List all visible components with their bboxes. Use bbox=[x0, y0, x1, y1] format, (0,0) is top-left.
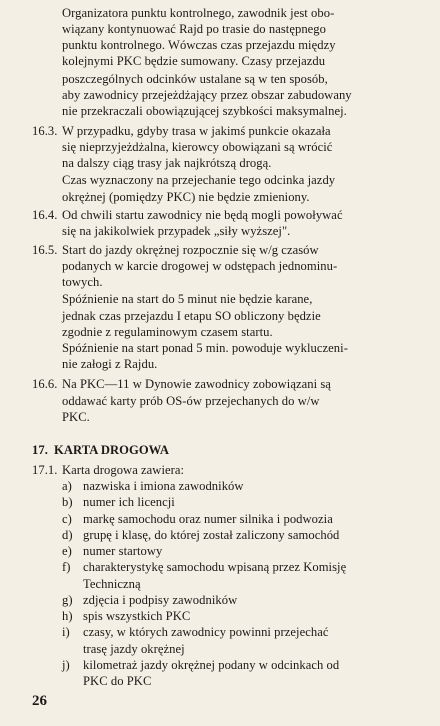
list-item: PKC do PKC bbox=[83, 674, 152, 688]
text-line: PKC. bbox=[62, 409, 90, 424]
text-line: się na jakikolwiek przypadek „siły wyższej". bbox=[62, 223, 291, 238]
list-item: spis wszystkich PKC bbox=[83, 609, 191, 624]
list-item: kilometraż jazdy okrężnej podany w odcinkach od bbox=[83, 657, 340, 672]
text-line: na dalszy ciąg trasy jak najkrótszą drogą. bbox=[62, 156, 272, 171]
text-line: Spóźnienie na start ponad 5 min. powoduje wykluczeni- bbox=[62, 341, 348, 356]
list-item-key: a) bbox=[62, 479, 72, 494]
list-item-key: b) bbox=[62, 495, 73, 510]
text-line: Czas wyznaczony na przejechanie tego odcinka jazdy bbox=[62, 173, 336, 188]
page-number: 26 bbox=[32, 693, 47, 709]
list-item-key: c) bbox=[62, 511, 72, 526]
list-item: markę samochodu oraz numer silnika i podwozia bbox=[83, 511, 333, 526]
list-item-key: i) bbox=[62, 625, 70, 640]
chapter-title: KARTA DROGOWA bbox=[54, 443, 170, 458]
list-item-key: j) bbox=[62, 657, 70, 672]
list-item-key: g) bbox=[62, 592, 73, 607]
text-line: kolejnymi PKC będzie sumowany. Czasy przejazdu bbox=[62, 54, 326, 69]
list-item-key: d) bbox=[62, 527, 73, 542]
text-line: okrężnej (pomiędzy PKC) nie będzie zmieniony. bbox=[62, 189, 310, 204]
section-number: 17.1. bbox=[32, 462, 58, 477]
list-item: zdjęcia i podpisy zawodników bbox=[83, 592, 238, 607]
text-line: Na PKC—11 w Dynowie zawodnicy zobowiązani są bbox=[62, 377, 331, 392]
section-number: 16.6. bbox=[32, 377, 58, 392]
text-line: Karta drogowa zawiera: bbox=[62, 462, 185, 477]
list-item: numer ich licencji bbox=[83, 495, 175, 510]
text-line: wiązany kontynuować Rajd po trasie do następnego bbox=[62, 21, 326, 36]
section-number: 16.5. bbox=[32, 242, 58, 257]
text-line: punktu kontrolnego. Wówczas czas przejazdu między bbox=[62, 38, 336, 53]
text-line: Organizatora punktu kontrolnego, zawodnik jest obo- bbox=[62, 5, 335, 20]
chapter-number: 17. bbox=[32, 443, 48, 458]
list-item: grupę i klasę, do której został zaliczony samochód bbox=[83, 527, 340, 542]
list-item-key: f) bbox=[62, 560, 71, 575]
text-line: nie załogi z Rajdu. bbox=[62, 357, 158, 372]
text-line: nie przekraczali obowiązującej szybkości maksymalnej. bbox=[62, 103, 347, 118]
list-item: charakterystykę samochodu wpisaną przez Komisję bbox=[83, 560, 347, 575]
section-number: 16.4. bbox=[32, 207, 58, 222]
list-item: Techniczną bbox=[83, 576, 141, 591]
text-line: W przypadku, gdyby trasa w jakimś punkcie okazała bbox=[62, 123, 331, 138]
text-line: Spóźnienie na start do 5 minut nie będzie karane, bbox=[62, 292, 313, 307]
list-item: trasę jazdy okrężnej bbox=[83, 641, 185, 656]
text-line: Od chwili startu zawodnicy nie będą mogli powoływać bbox=[62, 207, 343, 222]
text-line: jednak czas przejazdu I etapu SO obliczony będzie bbox=[62, 308, 321, 323]
text-line: oddawać karty prób OS-ów przejechanych do w/w bbox=[62, 393, 320, 408]
list-item: czasy, w których zawodnicy powinni przejechać bbox=[83, 625, 329, 640]
text-line: towych. bbox=[62, 275, 103, 290]
text-line: aby zawodnicy przejeżdżający przez obszar zabudowany bbox=[62, 87, 352, 102]
text-line: zgodnie z regulaminowym czasem startu. bbox=[62, 324, 273, 339]
text-line: poszczególnych odcinków ustalane są w ten sposób, bbox=[62, 71, 328, 86]
list-item-key: e) bbox=[62, 544, 72, 559]
text-line: podanych w karcie drogowej w odstępach jednominu- bbox=[62, 259, 338, 274]
list-item-key: h) bbox=[62, 609, 73, 624]
list-item: nazwiska i imiona zawodników bbox=[83, 479, 244, 494]
text-line: się nieprzyjeżdżalna, kierowcy obowiązani są wrócić bbox=[62, 140, 333, 154]
text-line: Start do jazdy okrężnej rozpocznie się w/g czasów bbox=[62, 242, 319, 257]
list-item: numer startowy bbox=[83, 544, 163, 559]
section-number: 16.3. bbox=[32, 123, 58, 138]
